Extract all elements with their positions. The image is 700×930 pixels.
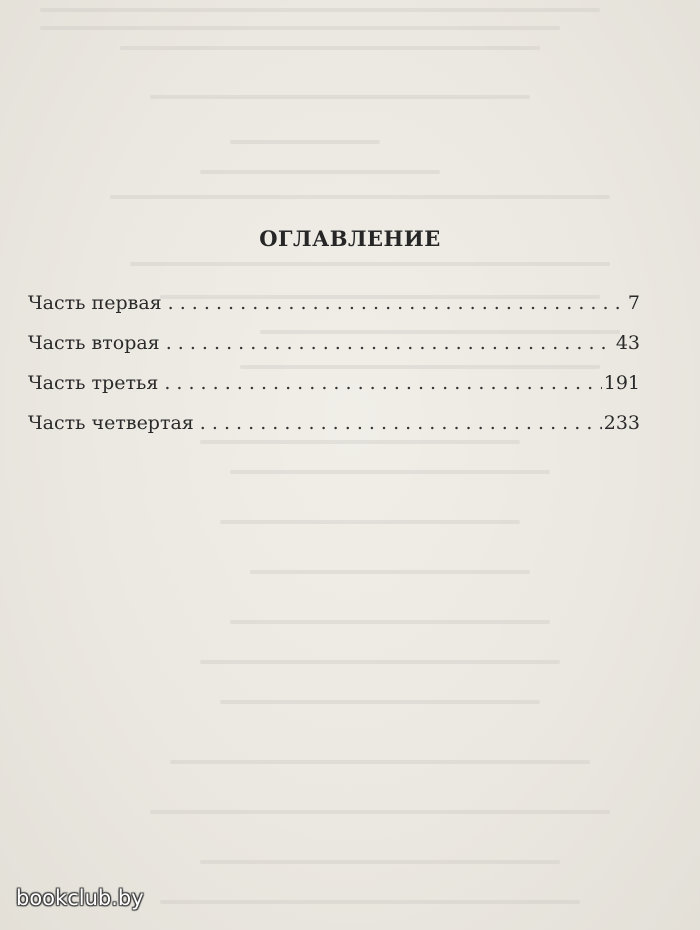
toc-leader-dots — [164, 372, 601, 394]
toc-entry-label: Часть вторая — [28, 332, 160, 354]
toc-entry[interactable] — [28, 412, 640, 452]
toc-leader-dots — [168, 292, 626, 314]
toc-entry[interactable] — [28, 292, 640, 332]
toc-entry-label: Часть четвертая — [28, 412, 194, 434]
toc-entry-page: 191 — [603, 372, 640, 394]
table-of-contents — [28, 292, 640, 452]
toc-entry[interactable] — [28, 332, 640, 372]
toc-entry-page: 7 — [627, 292, 640, 314]
toc-title: ОГЛАВЛЕНИЕ — [259, 226, 441, 251]
toc-leader-dots — [200, 412, 602, 434]
toc-entry-label: Часть первая — [28, 292, 162, 314]
toc-entry-page: 233 — [603, 412, 640, 434]
toc-entry-page: 43 — [615, 332, 640, 354]
toc-entry[interactable] — [28, 372, 640, 412]
site-watermark: bookclub.by — [16, 886, 144, 910]
toc-leader-dots — [166, 332, 614, 354]
toc-entry-label: Часть третья — [28, 372, 159, 394]
